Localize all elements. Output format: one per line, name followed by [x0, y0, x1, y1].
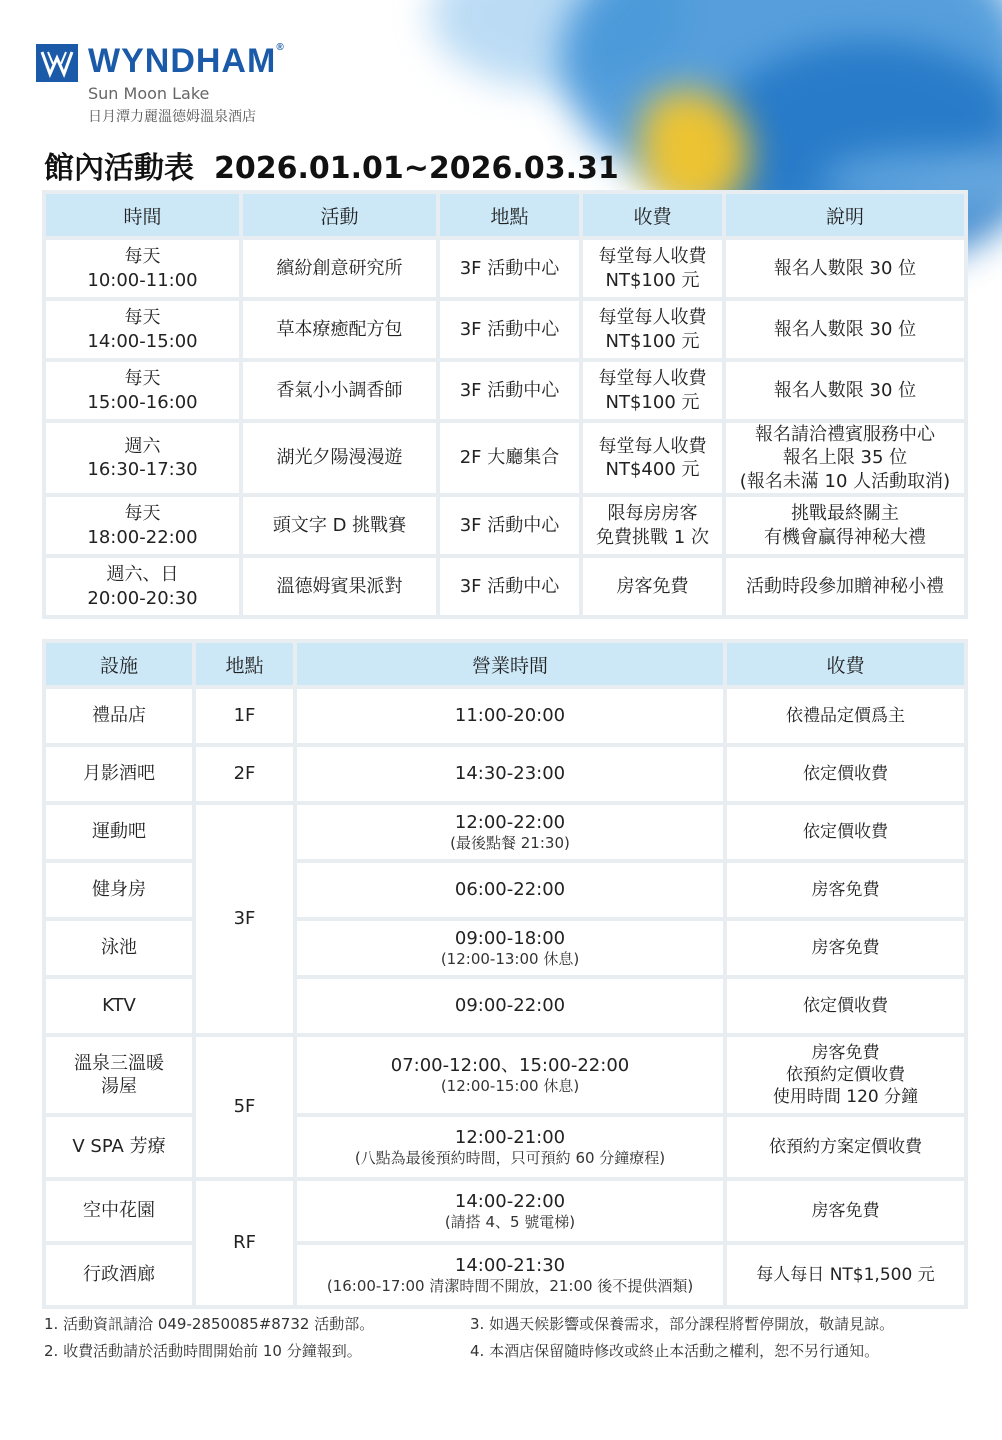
facility-name: 溫泉三溫暖 湯屋 [46, 1037, 192, 1113]
table-row [46, 1117, 964, 1177]
footnote: 3. 如遇天候影響或保養需求，部分課程將暫停開放，敬請見諒。 [470, 1315, 895, 1333]
header-time: 時間 [46, 194, 239, 236]
facility-fee: 依禮品定價爲主 [727, 689, 964, 743]
facility-floor: 1F [196, 689, 293, 743]
activity-time: 每天 10:00-11:00 [46, 240, 239, 297]
activity-fee: 每堂每人收費 NT$100 元 [583, 301, 722, 358]
facility-fee: 房客免費 [727, 921, 964, 975]
activity-fee: 每堂每人收費 NT$400 元 [583, 423, 722, 493]
facility-floor: RF [196, 1181, 293, 1305]
activity-time: 週六 16:30-17:30 [46, 423, 239, 493]
activities-header-row [46, 194, 964, 236]
facility-hours: 07:00-12:00、15:00-22:00 (12:00-15:00 休息) [297, 1037, 723, 1113]
activity-name: 繽紛創意研究所 [243, 240, 436, 297]
header-note: 說明 [726, 194, 964, 236]
table-row [46, 1245, 964, 1305]
facility-fee: 依定價收費 [727, 979, 964, 1033]
header-fee: 收費 [583, 194, 722, 236]
activity-location: 3F 活動中心 [440, 362, 579, 419]
activity-time: 每天 18:00-22:00 [46, 497, 239, 554]
activity-fee: 限每房房客 免費挑戰 1 次 [583, 497, 722, 554]
header-facility: 設施 [46, 643, 192, 685]
activity-note: 報名人數限 30 位 [726, 362, 964, 419]
facility-fee: 每人每日 NT$1,500 元 [727, 1245, 964, 1305]
table-row [46, 301, 964, 358]
activity-time: 週六、日 20:00-20:30 [46, 558, 239, 615]
table-row [46, 240, 964, 297]
facility-name: 運動吧 [46, 805, 192, 859]
activity-location: 3F 活動中心 [440, 240, 579, 297]
page-title-main: 館內活動表 [44, 151, 194, 186]
facility-hours: 12:00-21:00 (八點為最後預約時間，只可預約 60 分鐘療程) [297, 1117, 723, 1177]
activities-table [42, 190, 968, 619]
table-row [46, 1037, 964, 1113]
activity-name: 草本療癒配方包 [243, 301, 436, 358]
page-title-date-range: 2026.01.01~2026.03.31 [214, 151, 619, 186]
header-activity: 活動 [243, 194, 436, 236]
facility-fee: 依定價收費 [727, 747, 964, 801]
facility-hours: 12:00-22:00 (最後點餐 21:30) [297, 805, 723, 859]
facility-hours: 14:00-21:30 (16:00-17:00 清潔時間不開放，21:00 後不提供酒類) [297, 1245, 723, 1305]
table-row [46, 979, 964, 1033]
activity-fee: 房客免費 [583, 558, 722, 615]
footnote: 2. 收費活動請於活動時間開始前 10 分鐘報到。 [44, 1342, 362, 1360]
facilities-header-row [46, 643, 964, 685]
activity-fee: 每堂每人收費 NT$100 元 [583, 362, 722, 419]
facility-name: 行政酒廊 [46, 1245, 192, 1305]
facility-fee: 房客免費 [727, 1181, 964, 1241]
facilities-table [42, 639, 968, 1309]
facility-fee: 房客免費 [727, 863, 964, 917]
facility-hours: 06:00-22:00 [297, 863, 723, 917]
header-location: 地點 [440, 194, 579, 236]
activity-location: 3F 活動中心 [440, 558, 579, 615]
activity-time: 每天 14:00-15:00 [46, 301, 239, 358]
brand-name: WYNDHAM [88, 42, 277, 80]
activity-location: 2F 大廳集合 [440, 423, 579, 493]
activity-location: 3F 活動中心 [440, 497, 579, 554]
footnote: 1. 活動資訊請洽 049-2850085#8732 活動部。 [44, 1315, 375, 1333]
facility-name: 月影酒吧 [46, 747, 192, 801]
table-row [46, 497, 964, 554]
facility-name: V SPA 芳療 [46, 1117, 192, 1177]
facility-hours: 14:00-22:00 (請搭 4、5 號電梯) [297, 1181, 723, 1241]
table-row [46, 863, 964, 917]
header-floor: 地點 [196, 643, 293, 685]
activity-name: 溫德姆賓果派對 [243, 558, 436, 615]
facility-name: KTV [46, 979, 192, 1033]
activity-time: 每天 15:00-16:00 [46, 362, 239, 419]
activity-note: 報名請洽禮賓服務中心 報名上限 35 位 (報名未滿 10 人活動取消) [726, 423, 964, 493]
brand-subtitle-en: Sun Moon Lake [88, 84, 210, 103]
table-row [46, 689, 964, 743]
activity-note: 報名人數限 30 位 [726, 301, 964, 358]
table-row [46, 1181, 964, 1241]
table-row [46, 805, 964, 859]
table-row [46, 423, 964, 493]
facility-fee: 房客免費 依預約定價收費 使用時間 120 分鐘 [727, 1037, 964, 1113]
activity-note: 活動時段參加贈神秘小禮 [726, 558, 964, 615]
activity-name: 湖光夕陽漫漫遊 [243, 423, 436, 493]
activity-note: 報名人數限 30 位 [726, 240, 964, 297]
activity-note: 挑戰最終關主 有機會贏得神秘大禮 [726, 497, 964, 554]
activity-name: 頭文字 D 挑戰賽 [243, 497, 436, 554]
brand-subtitle-zh: 日月潭力麗溫德姆溫泉酒店 [88, 109, 256, 125]
facility-hours: 09:00-18:00 (12:00-13:00 休息) [297, 921, 723, 975]
facility-floor: 2F [196, 747, 293, 801]
facility-hours: 14:30-23:00 [297, 747, 723, 801]
facility-hours: 09:00-22:00 [297, 979, 723, 1033]
header-hours: 營業時間 [297, 643, 723, 685]
facility-name: 健身房 [46, 863, 192, 917]
footnote: 4. 本酒店保留隨時修改或終止本活動之權利，恕不另行通知。 [470, 1342, 880, 1360]
facility-fee: 依預約方案定價收費 [727, 1117, 964, 1177]
facility-name: 禮品店 [46, 689, 192, 743]
facility-fee: 依定價收費 [727, 805, 964, 859]
facility-floor: 3F [196, 805, 293, 1033]
footnotes-left [44, 1311, 374, 1365]
table-row [46, 362, 964, 419]
facility-name: 泳池 [46, 921, 192, 975]
wyndham-logo-icon [36, 44, 78, 82]
footnotes-right [470, 1311, 894, 1365]
facility-floor: 5F [196, 1037, 293, 1177]
brand-reg: ® [276, 42, 285, 53]
facility-name: 空中花園 [46, 1181, 192, 1241]
activity-fee: 每堂每人收費 NT$100 元 [583, 240, 722, 297]
activity-name: 香氣小小調香師 [243, 362, 436, 419]
facility-hours: 11:00-20:00 [297, 689, 723, 743]
table-row [46, 558, 964, 615]
header-fee: 收費 [727, 643, 964, 685]
page-title [44, 143, 619, 187]
table-row [46, 747, 964, 801]
table-row [46, 921, 964, 975]
activity-location: 3F 活動中心 [440, 301, 579, 358]
